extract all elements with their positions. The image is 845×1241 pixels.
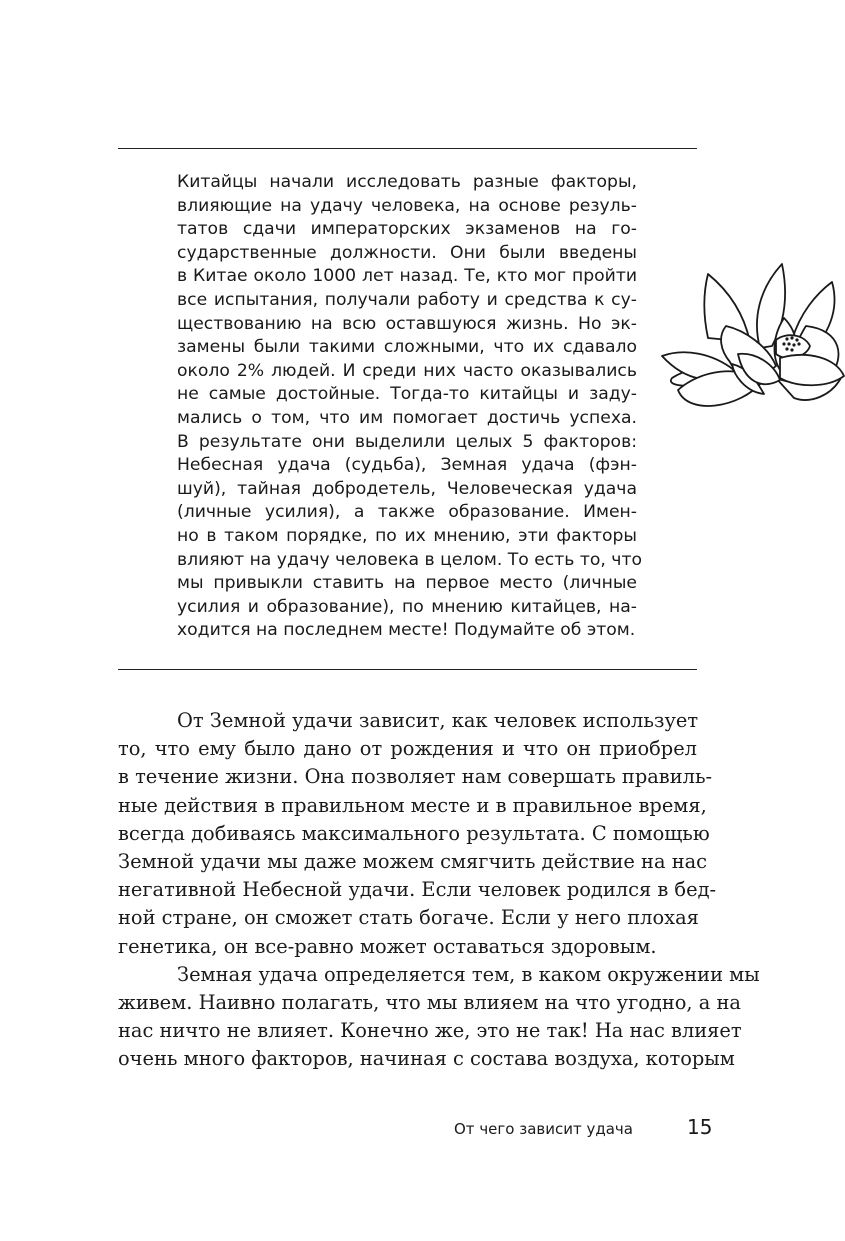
body-line: живем. Наивно полагать, что мы влияем на что угодно, а на bbox=[118, 990, 741, 1014]
sidebar-line: Китайцы начали исследовать разные факторы, bbox=[177, 172, 637, 192]
body-line: в течение жизни. Она позволяет нам совершать правиль- bbox=[118, 765, 713, 789]
sidebar-line: не самые достойные. Тогда-то китайцы и заду- bbox=[177, 384, 637, 405]
sidebar-line: (личные усилия), а также образование. Имен- bbox=[177, 502, 637, 523]
sidebar-line: усилия и образование), по мнению китайцев, на- bbox=[177, 596, 637, 617]
sidebar-line: замены были такими сложными, что их сдавало bbox=[177, 337, 637, 358]
sidebar-line: влияют на удачу человека в целом. То есть то, что bbox=[177, 549, 642, 570]
sidebar-line: Небесная удача (судьба), Земная удача (фэн- bbox=[177, 455, 637, 476]
sidebar-line: татов сдачи императорских экзаменов на го- bbox=[177, 219, 637, 240]
body-line: От Земной удачи зависит, как человек использует bbox=[177, 709, 699, 732]
body-line: нас ничто не влияет. Конечно же, это не так! На нас влияет bbox=[118, 1019, 742, 1043]
sidebar-bottom-rule bbox=[118, 669, 697, 670]
sidebar-line: В результате они выделили целых 5 факторов: bbox=[177, 431, 637, 452]
sidebar-line: ходится на последнем месте! Подумайте об этом. bbox=[177, 620, 636, 641]
sidebar-line: но в таком порядке, по их мнению, эти факторы bbox=[177, 525, 637, 546]
body-line: ные действия в правильном месте и в правильное время, bbox=[118, 793, 707, 817]
main-text bbox=[118, 707, 760, 1073]
body-line: всегда добиваясь максимального результата. С помощью bbox=[118, 821, 710, 845]
sidebar-line: все испытания, получали работу и средства к су- bbox=[177, 289, 637, 310]
sidebar-line: шуй), тайная добродетель, Человеческая удача bbox=[177, 478, 637, 499]
sidebar-line: в Китае около 1000 лет назад. Те, кто мог пройти bbox=[177, 266, 637, 287]
running-title: От чего зависит удача bbox=[454, 1120, 633, 1138]
body-line: генетика, он все-равно может оставаться здоровым. bbox=[118, 934, 657, 958]
sidebar-line: мы привыкли ставить на первое место (личные bbox=[177, 573, 637, 594]
sidebar-line: мались о том, что им помогает достичь успеха. bbox=[177, 407, 637, 428]
sidebar-box bbox=[177, 171, 642, 643]
sidebar-top-rule bbox=[118, 148, 697, 149]
sidebar-line: сударственные должности. Они были введены bbox=[177, 242, 637, 263]
sidebar-line: влияющие на удачу человека, на основе резуль- bbox=[177, 195, 637, 216]
lotus-flower-icon bbox=[660, 258, 845, 433]
body-line: то, что ему было дано от рождения и что он приобрел bbox=[118, 737, 697, 761]
body-line: ной стране, он сможет стать богаче. Если у него плохая bbox=[118, 906, 699, 930]
body-line: Земная удача определяется тем, в каком окружении мы bbox=[177, 962, 760, 986]
body-line: очень много факторов, начиная с состава воздуха, которым bbox=[118, 1047, 735, 1071]
body-line: Земной удачи мы даже можем смягчить действие на нас bbox=[118, 849, 708, 873]
sidebar-line: ществованию на всю оставшуюся жизнь. Но эк- bbox=[177, 313, 637, 334]
page-number: 15 bbox=[687, 1115, 713, 1139]
sidebar-line: около 2% людей. И среди них часто оказывались bbox=[177, 360, 637, 381]
body-line: негативной Небесной удачи. Если человек родился в бед- bbox=[118, 878, 717, 902]
